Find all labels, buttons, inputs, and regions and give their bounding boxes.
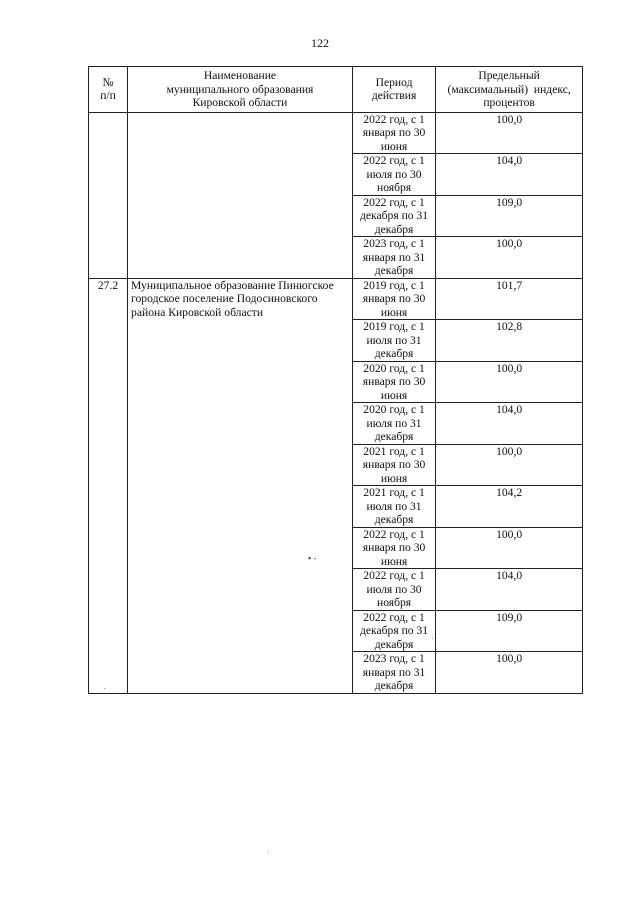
period-cell: 2020 год, с 1 января по 30 июня [352, 361, 435, 403]
table-header-row [89, 67, 583, 113]
table-row [89, 278, 583, 320]
page-number: 122 [311, 36, 329, 50]
municipality-name: Муниципальное образование Пинюгское городское поселение Подосиновского района Кировской области [128, 278, 353, 693]
table-row [89, 112, 583, 154]
period-cell: 2021 год, с 1 июля по 31 декабря [352, 486, 435, 528]
scan-speck [268, 852, 269, 853]
municipality-name [128, 112, 353, 278]
period-cell: 2023 год, с 1 января по 31 декабря [352, 237, 435, 279]
period-cell: 2022 год, с 1 января по 30 июня [352, 112, 435, 154]
scan-speck [104, 688, 105, 689]
period-cell: 2023 год, с 1 января по 31 декабря [352, 652, 435, 694]
period-cell: 2021 год, с 1 января по 30 июня [352, 444, 435, 486]
row-number: 27.2 [89, 278, 128, 693]
period-cell: 2022 год, с 1 декабря по 31 декабря [352, 195, 435, 237]
index-cell: 104,2 [436, 486, 583, 528]
header-index: Предельный (максимальный) индекс, процентов [436, 67, 583, 113]
period-cell: 2019 год, с 1 января по 30 июня [352, 278, 435, 320]
index-cell: 100,0 [436, 444, 583, 486]
table-body [89, 112, 583, 693]
period-cell: 2019 год, с 1 июля по 31 декабря [352, 320, 435, 362]
header-period: Период действия [352, 67, 435, 113]
period-cell: 2022 год, с 1 июля по 30 ноября [352, 154, 435, 196]
header-name: Наименование муниципального образования Кировской области [128, 67, 353, 113]
period-cell: 2020 год, с 1 июля по 31 декабря [352, 403, 435, 445]
tariff-index-table [88, 66, 583, 694]
index-cell: 102,8 [436, 320, 583, 362]
index-cell: 100,0 [436, 652, 583, 694]
index-cell: 100,0 [436, 527, 583, 569]
header-num: № п/п [89, 67, 128, 113]
index-cell: 100,0 [436, 361, 583, 403]
scan-mark: ▪ - [308, 553, 317, 563]
index-cell: 109,0 [436, 610, 583, 652]
index-cell: 104,0 [436, 403, 583, 445]
scan-speck [432, 638, 433, 639]
period-cell: 2022 год, с 1 июля по 30 ноября [352, 569, 435, 611]
index-cell: 104,0 [436, 154, 583, 196]
index-cell: 104,0 [436, 569, 583, 611]
index-cell: 101,7 [436, 278, 583, 320]
index-cell: 109,0 [436, 195, 583, 237]
row-number [89, 112, 128, 278]
index-cell: 100,0 [436, 112, 583, 154]
period-cell: 2022 год, с 1 января по 30 июня [352, 527, 435, 569]
index-cell: 100,0 [436, 237, 583, 279]
period-cell: 2022 год, с 1 декабря по 31 декабря [352, 610, 435, 652]
